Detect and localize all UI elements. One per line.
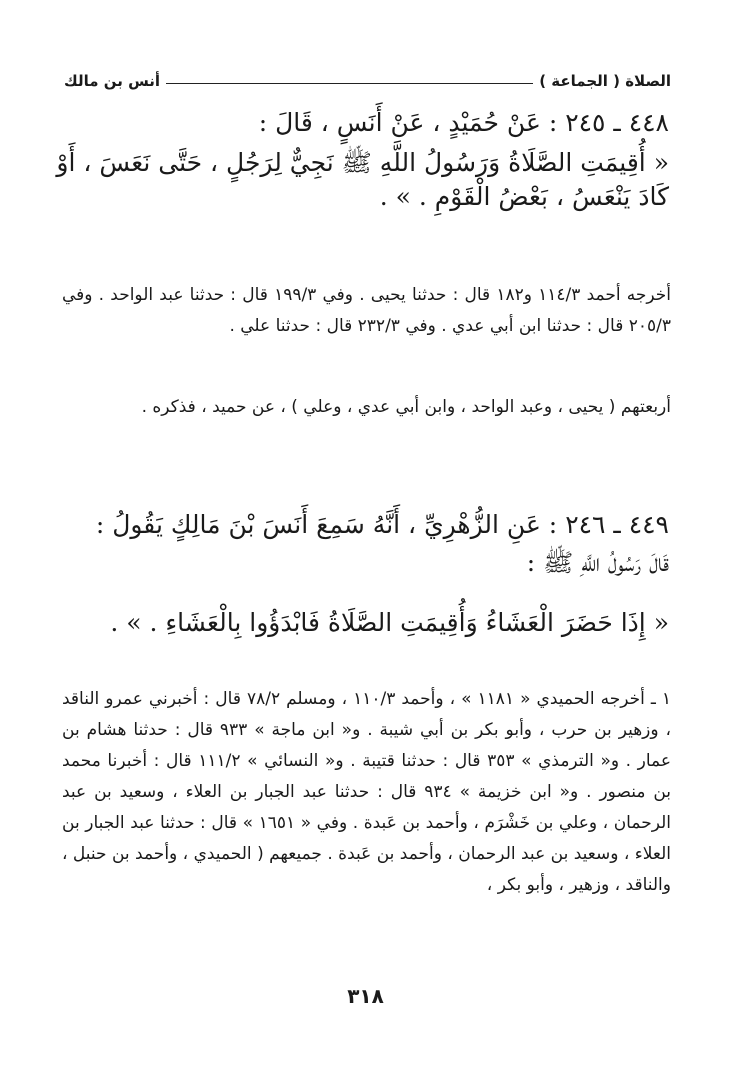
hadith-449-takhrij	[62, 684, 671, 901]
hadith-449-heading-line2: قَالَ رَسُولُ اللَّهِ ﷺ :	[526, 548, 669, 577]
running-header	[64, 68, 671, 90]
hadith-448-takhrij-2	[62, 392, 671, 423]
chapter-title: الصلاة ( الجماعة )	[539, 72, 671, 90]
hadith-448-heading: ٤٤٨ ـ ٢٤٥ : عَنْ حُمَيْدٍ ، عَنْ أَنَسٍ ، قَالَ :	[258, 108, 669, 137]
hadith-449-takhrij-text: ١ ـ أخرجه الحميدي « ١١٨١ » ، وأحمد ١١٠/٣ ، ومسلم ٧٨/٢ قال : أخبرني عمرو الناقد ، وزهير بن حرب ، وأبو بكر بن أبي شيبة . و« ابن ماجة » ٩٣٣ قال : حدثنا هشام بن عمار . و« الترمذي » ٣٥٣ قال : حدثنا قتيبة . و« النسائي » ١١١/٢ قال : أخبرنا محمد بن منصور . و« ابن خزيمة » ٩٣٤ قال : حدثنا عبد الجبار بن العلاء ، وسعيد بن عبد الرحمان ، وعلي بن خَشْرَم ، وأحمد بن عَبدة . وفي « ١٦٥١ » قال : حدثنا عبد الجبار بن العلاء ، وسعيد بن عبد الرحمان ، وأحمد بن عَبدة . جميعهم ( الحميدي ، وأحمد بن حنبل ، والناقد ، وزهير ، وأبو بكر ،	[62, 689, 672, 895]
hadith-448-takhrij-para2: أربعتهم ( يحيى ، وعبد الواحد ، وابن أبي عدي ، وعلي ) ، عن حميد ، فذكره .	[141, 397, 671, 417]
page-number: ٣١٨	[347, 984, 384, 1008]
book-title: أنس بن مالك	[64, 72, 161, 90]
hadith-448-matn	[56, 146, 669, 214]
hadith-448-matn-line2: كَادَ يَنْعَسُ ، بَعْضُ الْقَوْمِ . » .	[379, 182, 669, 211]
hadith-449-heading-line1: ٤٤٩ ـ ٢٤٦ : عَنِ الزُّهْرِيِّ ، أَنَّهُ سَمِعَ أَنَسَ بْنَ مَالِكٍ يَقُولُ :	[95, 510, 669, 539]
hadith-449-matn	[62, 606, 669, 640]
header-rule	[166, 83, 533, 84]
hadith-448-takhrij	[62, 280, 671, 342]
hadith-448-takhrij-para1: أخرجه أحمد ١١٤/٣ و١٨٢ قال : حدثنا يحيى . وفي ١٩٩/٣ قال : حدثنا عبد الواحد . وفي ٢٠٥/٣ قال : حدثنا ابن أبي عدي . وفي ٢٣٢/٣ قال : حدثنا علي .	[62, 285, 671, 336]
hadith-448-matn-line1: « أُقِيمَتِ الصَّلَاةُ وَرَسُولُ اللَّهِ ﷺ نَجِيٌّ لِرَجُلٍ ، حَتَّى نَعَسَ ، أَوْ	[56, 148, 669, 177]
hadith-449-matn-text: « إِذَا حَضَرَ الْعَشَاءُ وَأُقِيمَتِ الصَّلَاةُ فَابْدَؤُوا بِالْعَشَاءِ . » .	[110, 608, 669, 637]
